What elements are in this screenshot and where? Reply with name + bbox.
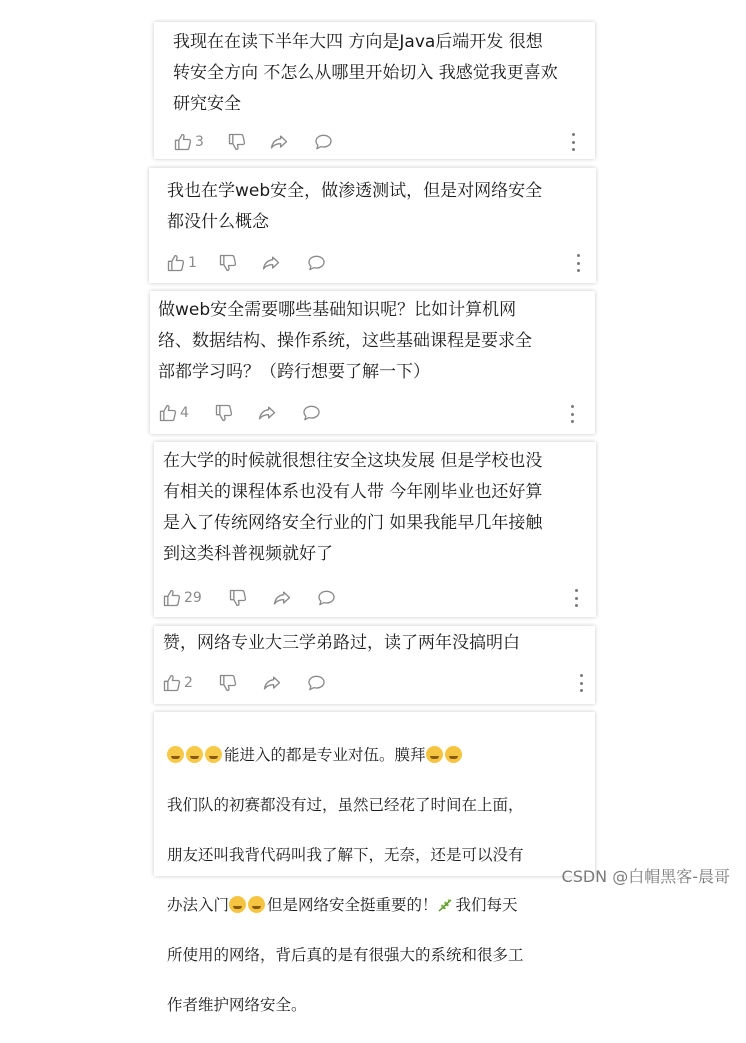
dislike-button[interactable] <box>214 403 234 423</box>
comment-line-text: 我们每天 <box>455 896 518 914</box>
laughing-emoji-icon <box>445 746 462 763</box>
like-count: 2 <box>184 675 193 691</box>
comment-text: 做web安全需要哪些基础知识呢？比如计算机网 络、数据结构、操作系统，这些基础课程是要求全 部都学习吗？（跨行想要了解一下） <box>158 300 532 382</box>
comment-icon <box>306 253 327 273</box>
thumbs-down-icon <box>228 588 248 608</box>
like-count: 4 <box>180 405 189 421</box>
more-vertical-icon[interactable] <box>575 254 581 272</box>
dislike-button[interactable] <box>218 253 238 273</box>
reply-button[interactable] <box>306 673 327 693</box>
comment-card <box>154 712 595 1014</box>
like-count: 29 <box>184 590 202 606</box>
laughing-emoji-icon <box>229 896 246 913</box>
share-button[interactable] <box>262 673 282 693</box>
comment-line: 所使用的网络，背后真的是有很强大的系统和很多工 <box>167 946 524 964</box>
drooling-emoji-icon <box>186 746 203 763</box>
comment-actions <box>158 401 322 425</box>
laughing-emoji-icon <box>248 896 265 913</box>
like-count: 1 <box>188 255 197 271</box>
comment-icon <box>316 588 337 608</box>
comment-icon <box>313 132 334 152</box>
reply-button[interactable] <box>313 132 334 152</box>
comment-line: 作者维护网络安全。 <box>167 996 307 1014</box>
thumbs-up-icon <box>166 253 186 273</box>
more-vertical-icon[interactable] <box>578 674 584 692</box>
comment-card <box>154 626 595 704</box>
comment-actions <box>173 130 334 154</box>
share-button[interactable] <box>269 132 289 152</box>
share-button[interactable] <box>272 588 292 608</box>
comment-line: 我们队的初赛都没有过，虽然已经花了时间在上面， <box>167 796 524 814</box>
comment-text: 我现在在读下半年大四 方向是Java后端开发 很想 转安全方向 不怎么从哪里开始切入 我感觉我更喜欢 研究安全 <box>173 32 558 114</box>
more-vertical-icon[interactable] <box>569 405 575 423</box>
drooling-emoji-icon <box>205 746 222 763</box>
herb-emoji-icon <box>438 898 454 912</box>
comment-line-text: 办法入门 <box>167 896 230 914</box>
share-button[interactable] <box>261 253 281 273</box>
comment-icon <box>306 673 327 693</box>
comment-card <box>154 442 596 617</box>
dislike-button[interactable] <box>218 673 238 693</box>
reply-button[interactable] <box>306 253 327 273</box>
comment-text: 赞，网络专业大三学弟路过，读了两年没搞明白 <box>163 633 520 653</box>
watermark: CSDN @白帽黑客-晨哥 <box>561 867 730 886</box>
comment-line-text: 能进入的都是专业对伍。膜拜 <box>224 746 426 764</box>
dislike-button[interactable] <box>228 588 248 608</box>
reply-button[interactable] <box>301 403 322 423</box>
comment-actions <box>162 586 337 610</box>
comment-text: 在大学的时候就很想往安全这块发展 但是学校也没 有相关的课程体系也没有人带 今年刚毕业也还好算 是入了传统网络安全行业的门 如果我能早几年接触 到这类科普视频就好了 <box>163 451 543 564</box>
more-vertical-icon[interactable] <box>570 133 576 151</box>
comment-actions <box>162 671 327 695</box>
comment-line <box>167 893 524 918</box>
thumbs-up-icon <box>158 403 178 423</box>
reply-button[interactable] <box>316 588 337 608</box>
like-button[interactable] <box>162 588 204 608</box>
like-button[interactable] <box>173 132 215 152</box>
like-button[interactable] <box>158 403 200 423</box>
thumbs-down-icon <box>218 253 238 273</box>
drooling-emoji-icon <box>167 746 184 763</box>
laughing-emoji-icon <box>426 746 443 763</box>
like-button[interactable] <box>162 673 204 693</box>
share-button[interactable] <box>257 403 277 423</box>
thumbs-up-icon <box>162 588 182 608</box>
like-button[interactable] <box>166 253 208 273</box>
thumbs-down-icon <box>227 132 247 152</box>
share-icon <box>262 673 282 693</box>
comment-actions <box>166 251 327 275</box>
like-count: 3 <box>195 134 204 150</box>
comment-card <box>150 291 595 434</box>
comment-text: 我也在学web安全，做渗透测试，但是对网络安全 都没什么概念 <box>167 181 543 232</box>
comment-card <box>149 168 596 283</box>
comment-line: 朋友还叫我背代码叫我了解下，无奈，还是可以没有 <box>167 846 524 864</box>
comment-icon <box>301 403 322 423</box>
share-icon <box>272 588 292 608</box>
comment-text <box>167 718 524 1043</box>
thumbs-up-icon <box>162 673 182 693</box>
thumbs-up-icon <box>173 132 193 152</box>
comment-line-text: 但是网络安全挺重要的！ <box>267 896 438 914</box>
more-vertical-icon[interactable] <box>573 589 579 607</box>
thumbs-down-icon <box>218 673 238 693</box>
share-icon <box>261 253 281 273</box>
share-icon <box>257 403 277 423</box>
dislike-button[interactable] <box>227 132 247 152</box>
comment-card <box>154 22 595 159</box>
thumbs-down-icon <box>214 403 234 423</box>
share-icon <box>269 132 289 152</box>
comment-line <box>167 743 524 768</box>
